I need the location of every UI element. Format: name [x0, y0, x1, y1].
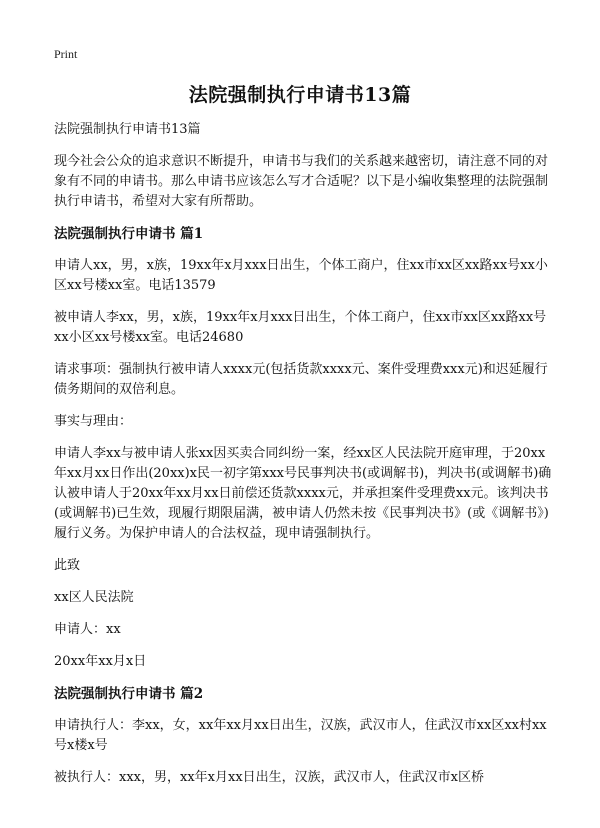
court-name: xx区人民法院	[54, 590, 134, 605]
application-date: 20xx年xx月x日	[54, 654, 147, 669]
applicant-info: 申请人xx，男，x族，19xx年x月xxx日出生，个体工商户，住xx市xx区xx路xx号xx小区xx号楼xx室。电话13579	[54, 258, 548, 293]
closing-salutation: 此致	[54, 558, 81, 573]
respondent-info: 被申请人李xx，男，x族，19xx年x月xxx日出生，个体工商户，住xx市xx区xx路xx号xx小区xx号楼xx室。电话24680	[54, 310, 547, 345]
executing-applicant-info: 申请执行人：李xx，女，xx年xx月xx日出生，汉族，武汉市人，住武汉市xx区xx村xx号x楼x号	[54, 718, 547, 753]
intro-paragraph: 现今社会公众的追求意识不断提升，申请书与我们的关系越来越密切，请注意不同的对象有不同的申请书。那么申请书应该怎么写才合适呢？以下是小编收集整理的法院强制执行申请书，希望对大家有所帮助。	[54, 154, 549, 209]
section-heading-2: 法院强制执行申请书 篇2	[54, 686, 204, 702]
facts-heading: 事实与理由：	[54, 414, 133, 429]
executed-party-info: 被执行人：xxx，男，xx年x月xx日出生，汉族，武汉市人，住武汉市x区桥	[54, 770, 484, 785]
section-heading-1: 法院强制执行申请书 篇1	[54, 226, 204, 242]
document-subtitle: 法院强制执行申请书13篇	[54, 122, 201, 137]
print-link[interactable]: Print	[54, 47, 78, 61]
facts-paragraph: 申请人李xx与被申请人张xx因买卖合同纠纷一案，经xx区人民法院开庭审理，于20xx年xx月xx日作出(20xx)x民一初字第xxx号民事判决书(或调解书)，判决书(或调解书)确认被申请人于20xx年xx月xx日前偿还货款xxxx元，并承担案件受理费xx元。该判决书(或调解书)已生效，现履行期限届满，被申请人仍然未按《民事判决书》(或《调解书》)履行义务。为保护申请人的合法权益，现申请强制执行。	[54, 446, 552, 541]
document-body	[54, 120, 554, 800]
applicant-signature: 申请人：xx	[54, 622, 121, 637]
page-title: 法院强制执行申请书13篇	[188, 84, 412, 106]
request-items: 请求事项：强制执行被申请人xxxx元(包括货款xxxx元、案件受理费xxx元)和迟延履行债务期间的双倍利息。	[54, 362, 548, 397]
